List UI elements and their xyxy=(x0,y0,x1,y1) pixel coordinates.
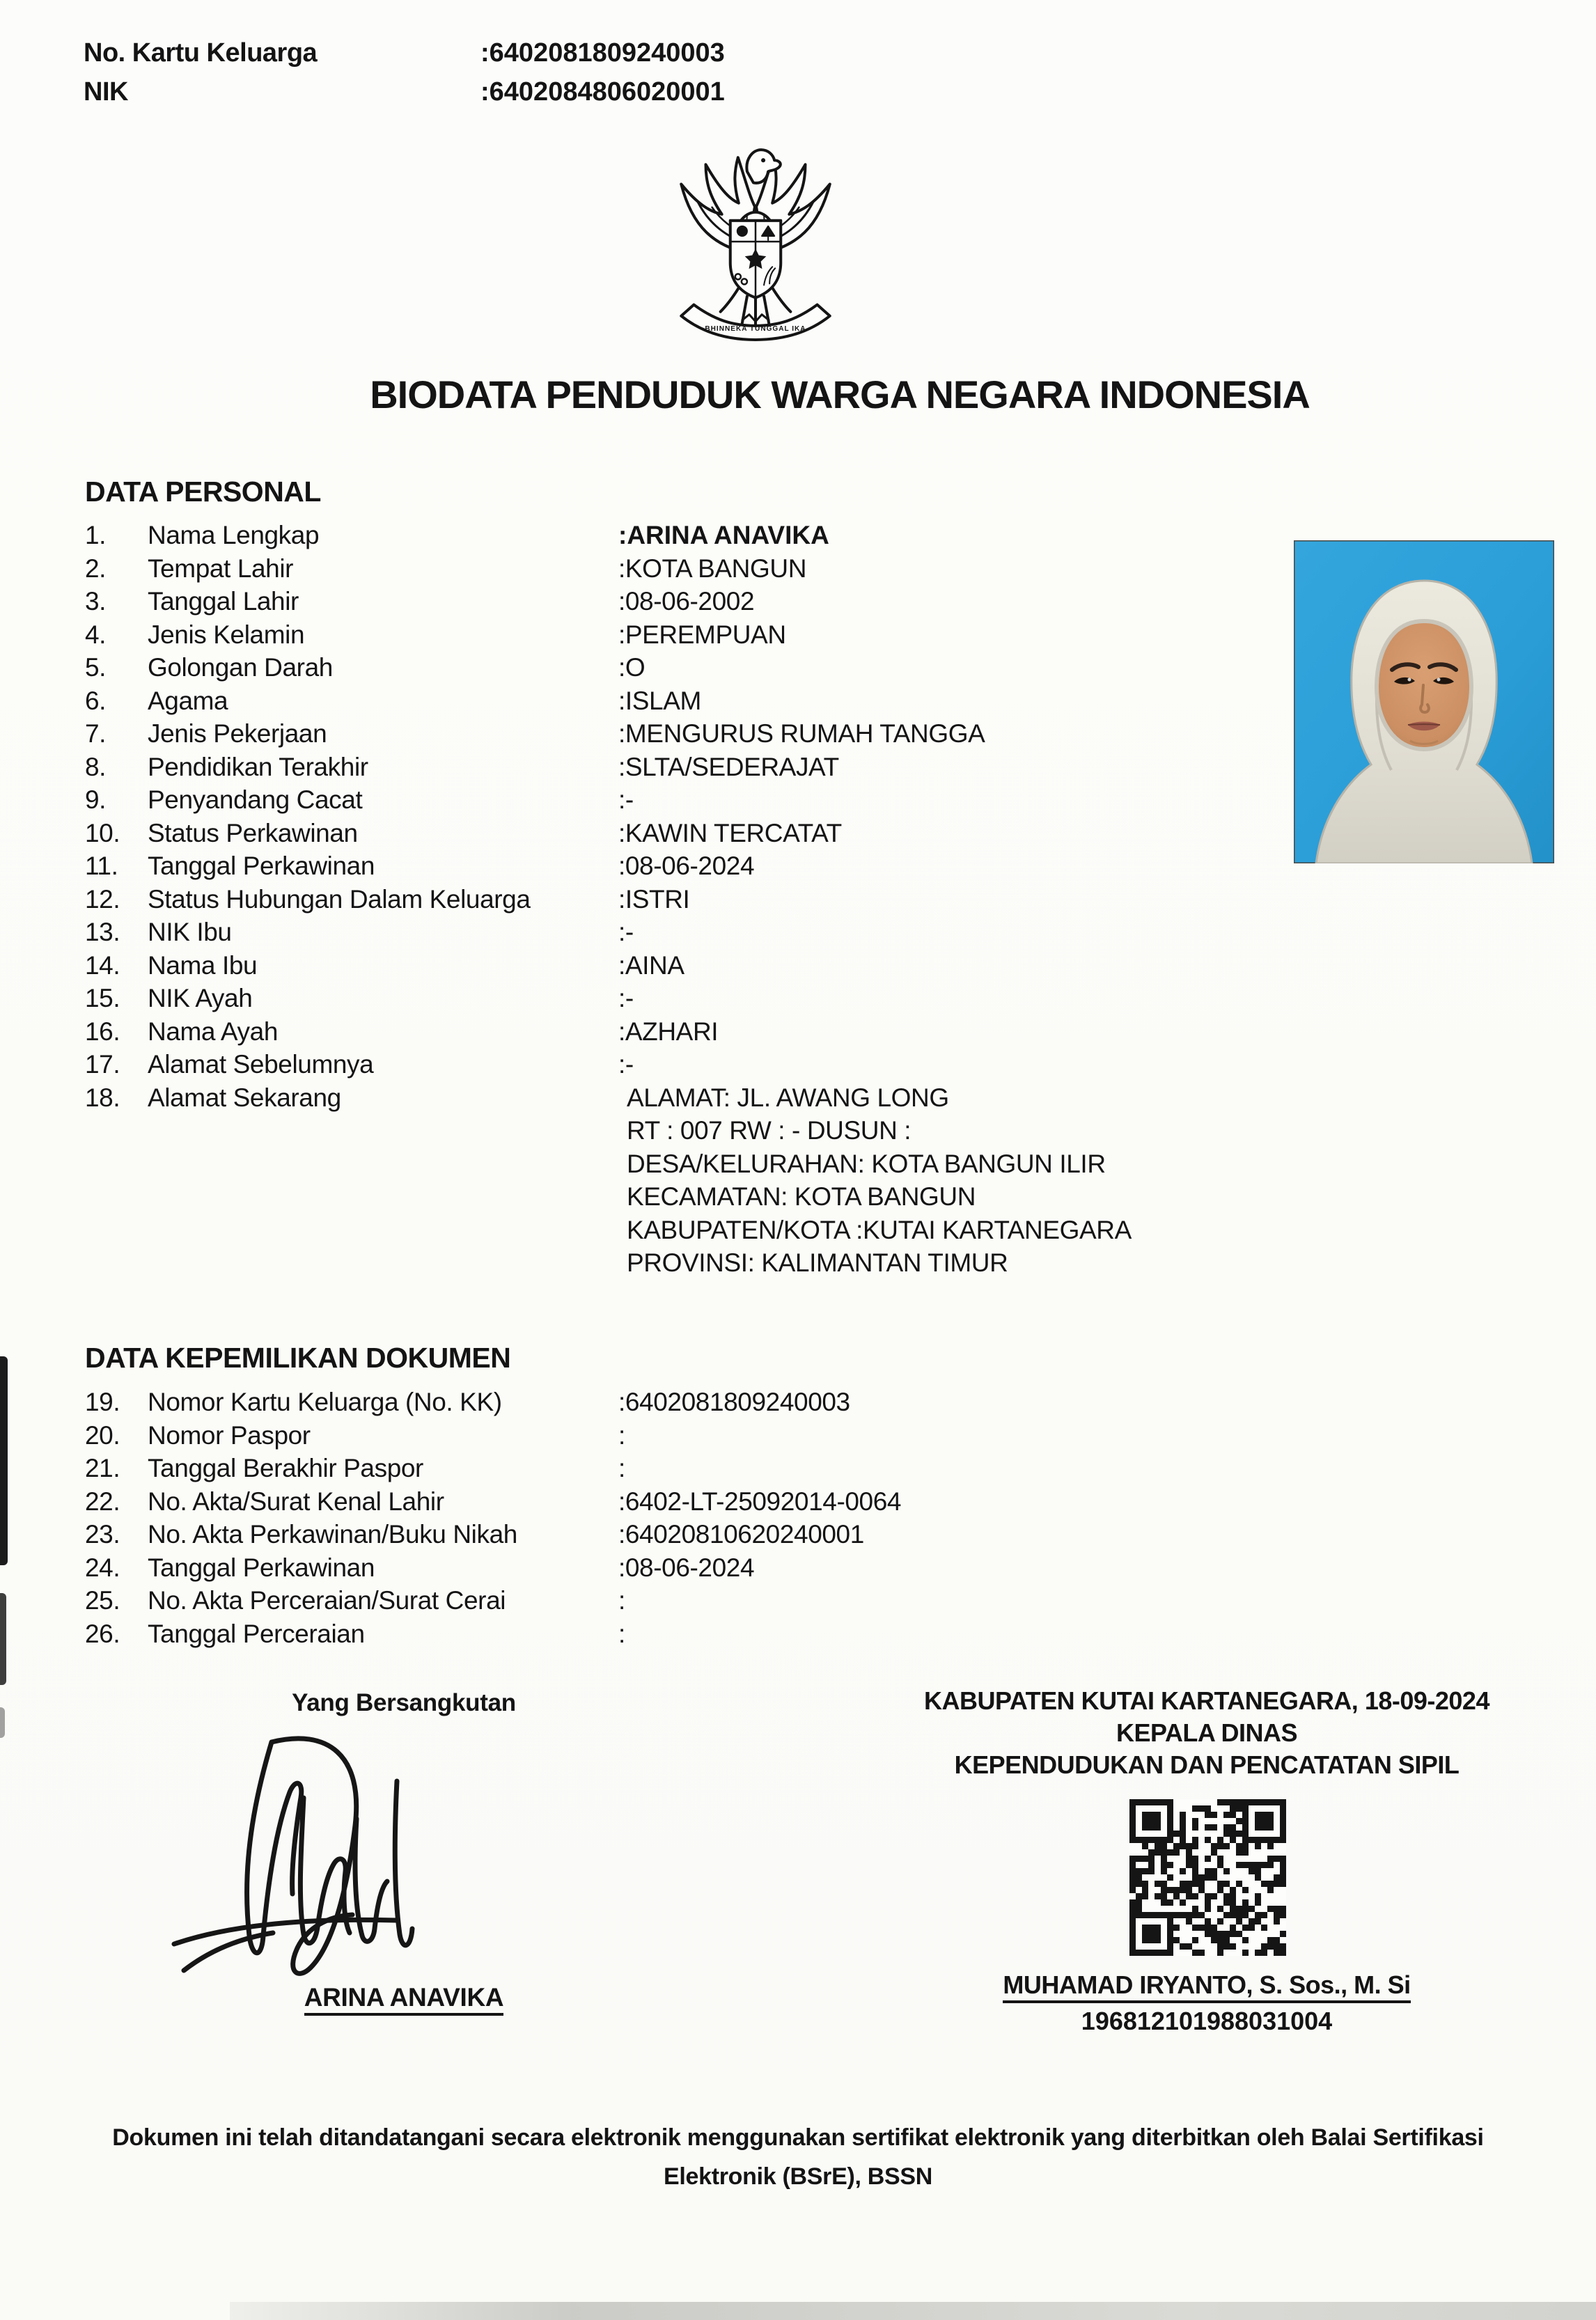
scan-artifact xyxy=(0,1593,6,1685)
row-number: 4. xyxy=(85,620,107,649)
row-number: 9. xyxy=(85,785,107,814)
scan-artifact xyxy=(0,1707,5,1738)
nik-value: :6402084806020001 xyxy=(480,77,725,107)
row-value: :KAWIN TERCATAT xyxy=(618,818,842,847)
row-value: : xyxy=(618,1420,625,1450)
table-row xyxy=(85,552,1283,586)
row-value: :- xyxy=(618,918,634,946)
row-number: 18. xyxy=(85,1083,120,1112)
section-data-kepemilikan-dokumen xyxy=(85,1341,1283,1650)
address-line: KABUPATEN/KOTA :KUTAI KARTANEGARA xyxy=(627,1215,1132,1244)
row-label: Nama Ibu xyxy=(148,950,258,980)
scan-artifact xyxy=(230,2302,1596,2320)
table-row xyxy=(85,585,1283,618)
nik-label: NIK xyxy=(84,77,128,107)
row-value: : xyxy=(618,1454,625,1482)
documents-rows-table xyxy=(85,1386,1283,1650)
row-number: 1. xyxy=(85,521,107,549)
row-value: :- xyxy=(618,984,634,1012)
address-line: ALAMAT: JL. AWANG LONG xyxy=(627,1083,949,1112)
row-value: :AZHARI xyxy=(618,1017,719,1046)
signatory-nip-number: 196812101988031004 xyxy=(1081,2007,1333,2035)
row-value: :KOTA BANGUN xyxy=(618,554,807,583)
row-value: :SLTA/SEDERAJAT xyxy=(618,752,839,781)
row-label: Golongan Darah xyxy=(148,653,333,682)
row-value: :08-06-2002 xyxy=(618,587,755,616)
row-number: 5. xyxy=(85,653,107,682)
address-line: PROVINSI: KALIMANTAN TIMUR xyxy=(627,1248,1008,1277)
signatory-name-left: ARINA ANAVIKA xyxy=(230,1983,578,2012)
row-value: :AINA xyxy=(618,950,684,980)
table-row xyxy=(85,684,1283,718)
table-row xyxy=(85,1081,1283,1280)
table-row xyxy=(85,883,1283,916)
row-number: 3. xyxy=(85,587,107,616)
address-line: DESA/KELURAHAN: KOTA BANGUN ILIR xyxy=(627,1149,1106,1178)
section-heading-data-kepemilikan-dokumen: DATA KEPEMILIKAN DOKUMEN xyxy=(85,1342,511,1374)
table-row xyxy=(85,949,1283,982)
signature-caption-left: Yang Bersangkutan xyxy=(292,1689,516,1716)
row-label: Tanggal Perceraian xyxy=(148,1619,365,1648)
row-number: 16. xyxy=(85,1017,120,1046)
row-number: 6. xyxy=(85,686,107,715)
row-label: Penyandang Cacat xyxy=(148,785,363,814)
kk-value: :6402081809240003 xyxy=(480,38,725,68)
row-label: Status Perkawinan xyxy=(148,818,358,847)
table-row xyxy=(85,1584,1283,1617)
emblem-motto: BHINNEKA TUNGGAL IKA xyxy=(705,324,806,333)
table-row xyxy=(85,916,1283,949)
row-number: 24. xyxy=(85,1553,120,1582)
row-label: Nomor Kartu Keluarga (No. KK) xyxy=(148,1388,502,1416)
kk-label: No. Kartu Keluarga xyxy=(84,38,318,68)
row-value: :6402081809240003 xyxy=(618,1388,850,1416)
row-number: 17. xyxy=(85,1050,120,1079)
row-value: :ARINA ANAVIKA xyxy=(618,521,829,549)
row-label: Tanggal Lahir xyxy=(148,587,299,616)
address-line: RT : 007 RW : - DUSUN : xyxy=(627,1116,912,1145)
row-number: 19. xyxy=(85,1388,120,1416)
section-data-personal xyxy=(85,475,1283,1280)
row-number: 20. xyxy=(85,1420,120,1450)
scan-artifact xyxy=(0,1356,8,1565)
row-value: :08-06-2024 xyxy=(618,1553,755,1582)
table-row xyxy=(85,849,1283,883)
table-row xyxy=(85,1048,1283,1081)
row-label: Tanggal Berakhir Paspor xyxy=(148,1454,423,1482)
footer-disclaimer xyxy=(28,2118,1568,2196)
row-label: Tanggal Perkawinan xyxy=(148,1553,375,1582)
row-number: 14. xyxy=(85,950,120,980)
table-row xyxy=(85,1617,1283,1651)
row-number: 25. xyxy=(85,1586,120,1615)
row-value: :MENGURUS RUMAH TANGGA xyxy=(618,719,985,748)
row-value: : xyxy=(618,1619,625,1648)
footer-line-2: Elektronik (BSrE), BSSN xyxy=(663,2163,933,2190)
row-number: 8. xyxy=(85,752,107,781)
nik-row xyxy=(84,72,725,111)
row-label: Alamat Sekarang xyxy=(148,1083,341,1112)
row-label: Agama xyxy=(148,686,228,715)
row-label: NIK Ayah xyxy=(148,984,253,1012)
footer-line-1: Dokumen ini telah ditandatangani secara elektronik menggunakan sertifikat elektronik yang diterbitkan oleh Balai Sertifikasi xyxy=(112,2124,1484,2151)
row-label: No. Akta Perceraian/Surat Cerai xyxy=(148,1586,506,1615)
qr-code xyxy=(1129,1799,1286,1956)
handwritten-signature xyxy=(167,1714,501,1993)
table-row xyxy=(85,1551,1283,1585)
row-label: Tanggal Perkawinan xyxy=(148,852,375,880)
row-label: NIK Ibu xyxy=(148,918,232,946)
row-number: 7. xyxy=(85,719,107,748)
signatory-name-right: MUHAMAD IRYANTO, S. Sos., M. Si xyxy=(893,1970,1520,2000)
row-label: No. Akta Perkawinan/Buku Nikah xyxy=(148,1520,517,1549)
document-title: BIODATA PENDUDUK WARGA NEGARA INDONESIA xyxy=(370,373,1310,416)
section-heading-data-personal: DATA PERSONAL xyxy=(85,476,321,508)
row-label: Nama Lengkap xyxy=(148,521,320,549)
table-row xyxy=(85,1452,1283,1485)
table-row xyxy=(85,982,1283,1015)
signature-office-name: KEPENDUDUKAN DAN PENCATATAN SIPIL xyxy=(954,1750,1460,1779)
row-number: 26. xyxy=(85,1619,120,1648)
row-label: Nomor Paspor xyxy=(148,1420,311,1450)
row-value: : xyxy=(618,1586,625,1615)
row-number: 15. xyxy=(85,984,120,1012)
row-label: No. Akta/Surat Kenal Lahir xyxy=(148,1487,444,1516)
row-number: 23. xyxy=(85,1520,120,1549)
row-label: Pendidikan Terakhir xyxy=(148,752,368,781)
row-number: 11. xyxy=(85,852,118,880)
row-value: :- xyxy=(618,1050,634,1079)
row-value: :6402-LT-25092014-0064 xyxy=(618,1487,902,1516)
row-label: Jenis Pekerjaan xyxy=(148,719,327,748)
table-row xyxy=(85,751,1283,784)
row-value: :ISTRI xyxy=(618,884,690,914)
row-number: 2. xyxy=(85,554,107,583)
table-row xyxy=(85,1518,1283,1551)
personal-rows-table xyxy=(85,519,1283,1280)
table-row xyxy=(85,1419,1283,1452)
kk-number-row xyxy=(84,33,725,72)
row-value xyxy=(618,1081,1283,1280)
row-number: 13. xyxy=(85,918,120,946)
table-row xyxy=(85,1386,1283,1419)
portrait-photo xyxy=(1294,540,1554,863)
row-label: Nama Ayah xyxy=(148,1017,279,1046)
row-value: :64020810620240001 xyxy=(618,1520,864,1549)
signature-block-right xyxy=(893,1685,1520,1781)
row-value: :O xyxy=(618,653,646,682)
signature-place-date: KABUPATEN KUTAI KARTANEGARA, 18-09-2024 xyxy=(924,1686,1489,1715)
table-row xyxy=(85,651,1283,684)
table-row xyxy=(85,618,1283,652)
row-number: 22. xyxy=(85,1487,120,1516)
table-row xyxy=(85,519,1283,552)
table-row xyxy=(85,1485,1283,1519)
row-number: 12. xyxy=(85,884,120,914)
document-header xyxy=(84,33,725,111)
row-label: Tempat Lahir xyxy=(148,554,294,583)
row-number: 21. xyxy=(85,1454,120,1482)
row-label: Status Hubungan Dalam Keluarga xyxy=(148,884,531,914)
address-line: KECAMATAN: KOTA BANGUN xyxy=(627,1182,976,1211)
row-number: 10. xyxy=(85,818,120,847)
row-label: Jenis Kelamin xyxy=(148,620,305,649)
garuda-pancasila-emblem-icon xyxy=(656,139,855,343)
row-value: :- xyxy=(618,785,634,814)
row-value: :PEREMPUAN xyxy=(618,620,786,649)
table-row xyxy=(85,817,1283,850)
table-row xyxy=(85,717,1283,751)
row-value: :ISLAM xyxy=(618,686,701,715)
table-row xyxy=(85,1015,1283,1049)
table-row xyxy=(85,783,1283,817)
signature-office-title: KEPALA DINAS xyxy=(1116,1718,1297,1747)
row-value: :08-06-2024 xyxy=(618,852,755,880)
row-label: Alamat Sebelumnya xyxy=(148,1050,374,1079)
